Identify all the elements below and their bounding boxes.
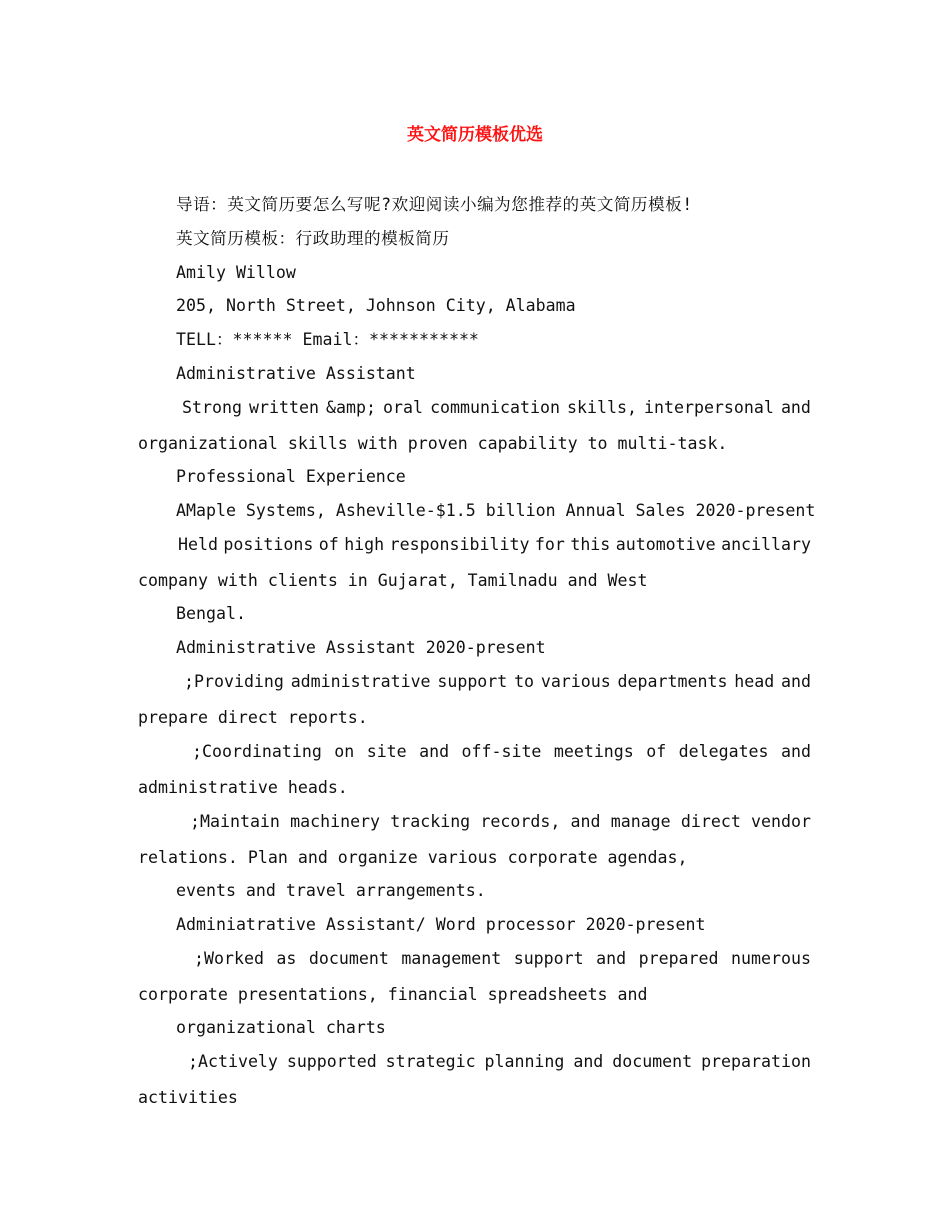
duty-5-line-2: activities <box>138 1088 238 1107</box>
company-desc-line-2: company with clients in Gujarat, Tamilnadu and West <box>138 571 648 590</box>
duty-1-line-2: prepare direct reports. <box>138 708 368 727</box>
company-desc-line-3: Bengal. <box>176 604 246 623</box>
duty-3-line-3: events and travel arrangements. <box>176 881 486 900</box>
duty-5-line-1: ;Actively supported strategic planning and document preparation <box>188 1052 811 1071</box>
role-2-line: Adminiatrative Assistant/ Word processor 2020-present <box>176 915 706 934</box>
duty-4-line-3: organizational charts <box>176 1018 386 1037</box>
duty-4-line-1: ;Worked as document management support and prepared numerous <box>194 949 811 968</box>
duty-3-line-1: ;Maintain machinery tracking records, and manage direct vendor <box>190 812 811 831</box>
duty-4-line-2: corporate presentations, financial spreadsheets and <box>138 985 648 1004</box>
duty-2-line-2: administrative heads. <box>138 778 348 797</box>
contact-line: TELL：****** Email：*********** <box>176 330 479 349</box>
candidate-name: Amily Willow <box>176 263 296 282</box>
company-desc-line-1: Held positions of high responsibility for this automotive ancillary <box>178 535 811 554</box>
company-line: AMaple Systems, Asheville-$1.5 billion Annual Sales 2020-present <box>176 501 816 520</box>
objective-line: Administrative Assistant <box>176 364 416 383</box>
duty-3-line-2: relations. Plan and organize various corporate agendas, <box>138 848 688 867</box>
address-line: 205, North Street, Johnson City, Alabama <box>176 296 576 315</box>
subtitle-line: 英文简历模板：行政助理的模板简历 <box>176 229 450 248</box>
document-title: 英文简历模板优选 <box>407 125 543 145</box>
duty-2-line-1: ;Coordinating on site and off-site meetings of delegates and <box>192 742 811 761</box>
experience-heading: Professional Experience <box>176 467 406 486</box>
role-1-line: Administrative Assistant 2020-present <box>176 638 546 657</box>
duty-1-line-1: ;Providing administrative support to various departments head and <box>184 672 811 691</box>
intro-line: 导语：英文简历要怎么写呢?欢迎阅读小编为您推荐的英文简历模板! <box>176 195 693 214</box>
summary-line-1: Strong written &amp; oral communication skills, interpersonal and <box>182 398 811 417</box>
summary-line-2: organizational skills with proven capability to multi-task. <box>138 434 728 453</box>
